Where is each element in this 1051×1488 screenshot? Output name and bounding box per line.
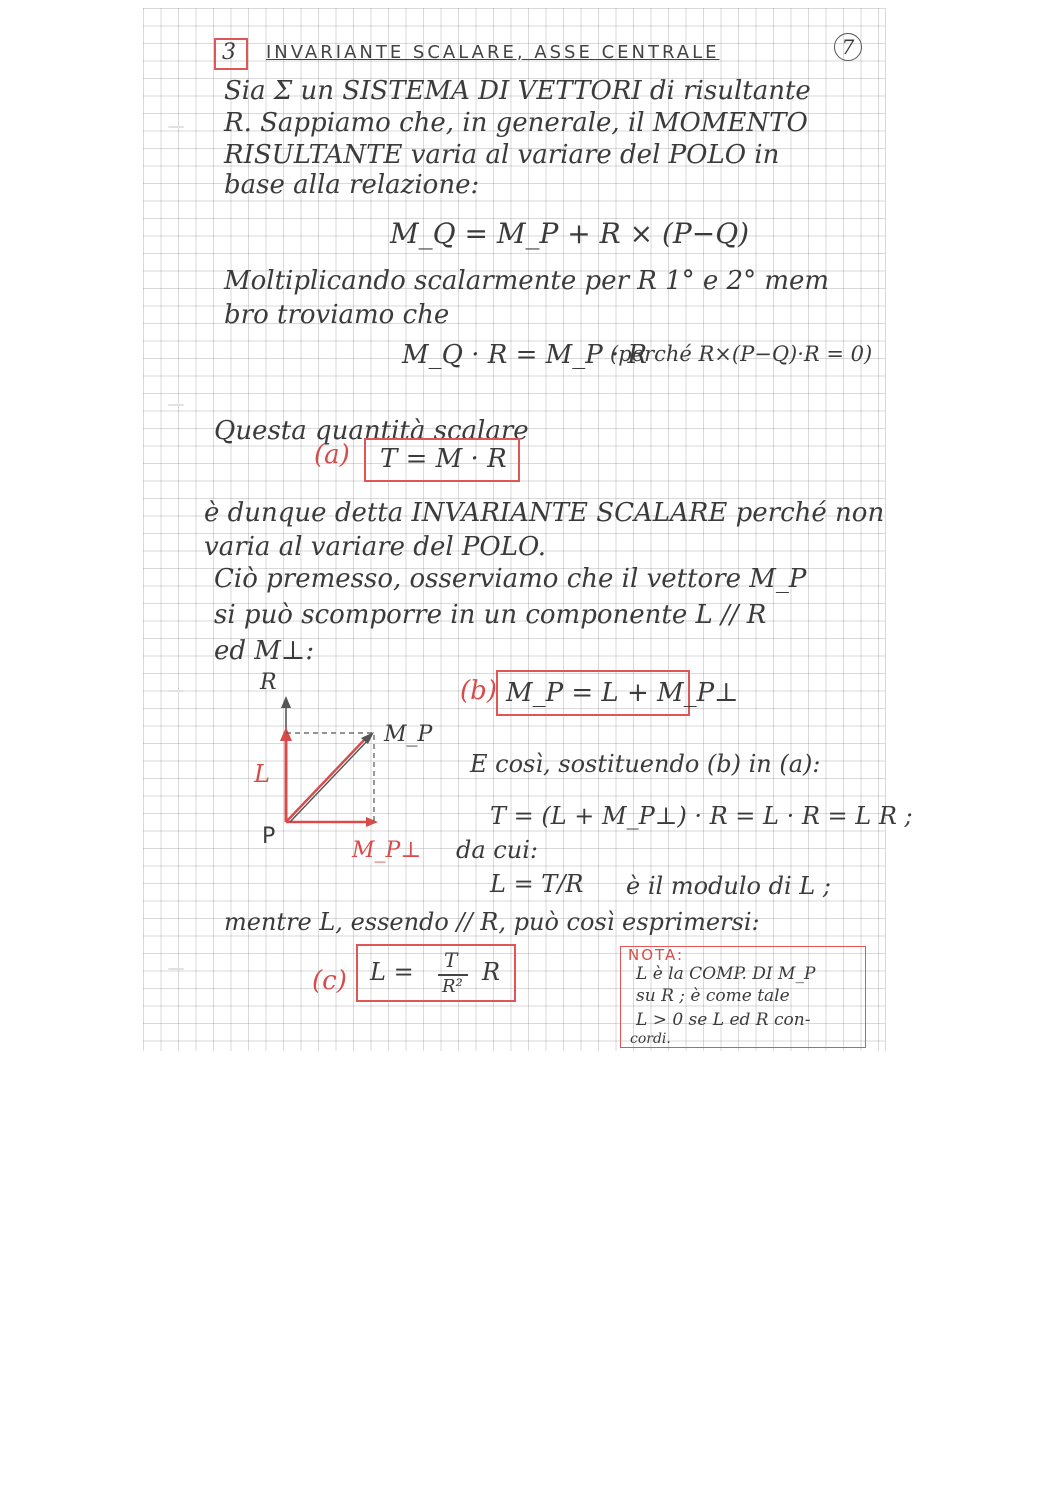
diagram-label-mp: M_P: [384, 722, 433, 747]
multiply-line-1: Moltiplicando scalarmente per R 1° e 2° mem: [224, 266, 830, 296]
page-title: INVARIANTE SCALARE, ASSE CENTRALE: [266, 42, 720, 63]
invariant-line-2: varia al variare del POLO.: [204, 532, 547, 562]
diagram-label-l: L: [254, 760, 270, 788]
equation-b: M_P = L + M_P⊥: [506, 678, 739, 708]
mperp-component-arrowhead: [366, 817, 378, 827]
diagram-label-mperp: M_P⊥: [352, 838, 422, 863]
multiply-line-2: bro troviamo che: [224, 300, 450, 330]
mentre-line: mentre L, essendo // R, può così esprimersi:: [224, 908, 760, 936]
quantity-line: Questa quantità scalare: [214, 416, 529, 446]
nota-line-1: L è la COMP. DI M_P: [636, 964, 816, 984]
diagram-label-p: P: [262, 824, 276, 849]
section-number: 3: [222, 40, 236, 65]
mp-vector: [290, 738, 370, 822]
nota-line-2: su R ; è come tale: [636, 986, 790, 1006]
equation-t-expansion: T = (L + M_P⊥) · R = L · R = L R ;: [490, 802, 913, 830]
da-cui-line: da cui:: [456, 836, 538, 864]
intro-line-4: base alla relazione:: [224, 170, 480, 200]
equation-a: T = M · R: [380, 444, 507, 474]
nota-title: NOTA:: [628, 946, 685, 964]
invariant-line-3: Ciò premesso, osserviamo che il vettore M_P: [214, 564, 807, 594]
equation-moment-transport: M_Q = M_P + R × (P−Q): [390, 217, 750, 250]
intro-line-2: R. Sappiamo che, in generale, il MOMENTO: [224, 108, 808, 138]
equation-c-left: L =: [370, 958, 414, 986]
substitution-line: E così, sostituendo (b) in (a):: [470, 750, 821, 778]
label-a: (a): [314, 440, 350, 470]
equation-scalar-product: M_Q · R = M_P · R: [402, 340, 648, 370]
invariant-line-5: ed M⊥:: [214, 636, 315, 666]
invariant-line-1: è dunque detta INVARIANTE SCALARE perché non: [204, 498, 885, 528]
mp-vector-red: [286, 738, 366, 822]
equation-c-denominator: R²: [442, 976, 463, 997]
equation-c-right: R: [482, 958, 501, 986]
equation-scalar-note: (perché R×(P−Q)·R = 0): [610, 342, 873, 366]
intro-line-3: RISULTANTE varia al variare del POLO in: [224, 140, 780, 170]
equation-l-modulus: L = T/R: [490, 870, 584, 898]
label-b: (b): [460, 676, 497, 706]
nota-line-3: L > 0 se L ed R con-: [636, 1010, 811, 1030]
modulus-text: è il modulo di L ;: [626, 872, 831, 900]
intro-line-1: Sia Σ un SISTEMA DI VETTORI di risultante: [224, 76, 811, 106]
r-axis-arrowhead: [281, 696, 291, 708]
invariant-line-4: si può scomporre in un componente L // R: [214, 600, 767, 630]
equation-c-numerator: T: [444, 948, 458, 972]
nota-line-4: cordi.: [630, 1031, 671, 1047]
page-number: 7: [834, 33, 862, 61]
diagram-label-r: R: [260, 670, 277, 695]
label-c: (c): [312, 966, 347, 996]
l-component-arrowhead: [280, 727, 292, 741]
